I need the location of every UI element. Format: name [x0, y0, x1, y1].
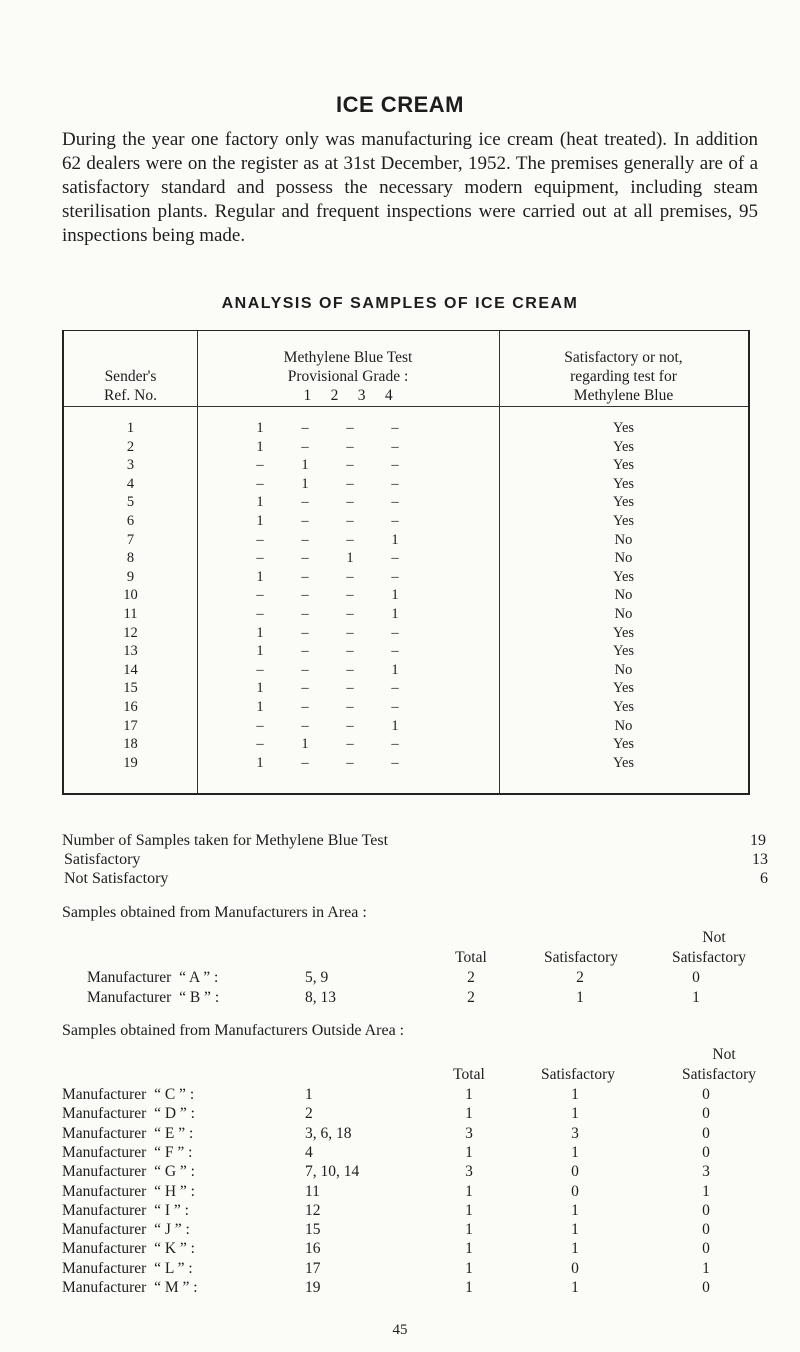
cell-grade-1: 1	[256, 494, 264, 511]
cell-grade-4: –	[391, 680, 399, 697]
not-satisfactory-count: 0	[702, 1201, 710, 1219]
in-area-heading: Samples obtained from Manufacturers in Area :	[62, 904, 367, 921]
cell-grade-1: –	[256, 457, 264, 474]
in-area-col-not: Not	[702, 929, 726, 946]
cell-ref: 13	[123, 643, 138, 660]
not-satisfactory-count: 1	[702, 1182, 710, 1200]
cell-result: No	[614, 587, 633, 604]
cell-grade-2: –	[301, 568, 309, 585]
summary-row	[64, 850, 768, 870]
cell-grade-4: –	[391, 643, 399, 660]
sample-refs: 5, 9	[305, 969, 329, 986]
cell-result: Yes	[612, 475, 635, 492]
cell-result: No	[614, 550, 633, 567]
cell-grade-3: –	[346, 680, 354, 697]
not-satisfactory-count: 0	[702, 1240, 710, 1258]
manufacturer-row	[62, 1219, 782, 1240]
cell-grade-2: 1	[301, 736, 309, 753]
manufacturer-row	[62, 1123, 782, 1144]
cell-result: Yes	[612, 420, 635, 436]
cell-grade-3: –	[346, 438, 354, 455]
not-satisfactory-count: 1	[692, 989, 700, 1006]
cell-grade-3: –	[346, 736, 354, 753]
cell-grade-3: –	[346, 699, 354, 715]
cell-grade-1: –	[256, 475, 264, 492]
cell-grade-1: –	[256, 717, 264, 734]
not-satisfactory-count: 1	[702, 1259, 710, 1277]
header-line: Satisfactory or not,	[564, 349, 683, 366]
cell-grade-2: –	[301, 643, 309, 660]
table-row	[64, 641, 748, 661]
manufacturer-name: Manufacturer “ D ” :	[62, 1105, 195, 1123]
satisfactory-count: 3	[571, 1124, 579, 1142]
sample-refs: 16	[305, 1240, 321, 1258]
not-satisfactory-count: 0	[702, 1279, 710, 1296]
cell-ref: 4	[126, 475, 135, 492]
not-satisfactory-count: 0	[702, 1105, 710, 1123]
cell-result: No	[614, 717, 633, 734]
cell-grade-1: 1	[256, 643, 264, 660]
cell-grade-4: –	[391, 420, 399, 436]
cell-grade-3: –	[346, 606, 354, 622]
header-line: regarding test for	[570, 368, 677, 385]
cell-ref: 7	[126, 531, 135, 548]
cell-ref: 3	[126, 457, 135, 474]
cell-grade-4: 1	[391, 587, 399, 604]
satisfactory-count: 0	[571, 1163, 579, 1181]
cell-grade-3: –	[346, 643, 354, 660]
outside-area-col-sat: Satisfactory	[540, 1066, 616, 1083]
cell-result: Yes	[612, 438, 635, 455]
table-row	[64, 548, 748, 568]
manufacturer-row	[62, 987, 782, 1008]
cell-ref: 6	[126, 513, 135, 529]
table-row	[64, 623, 748, 643]
cell-grade-3: –	[346, 661, 354, 678]
cell-grade-1: 1	[256, 438, 264, 455]
satisfactory-count: 1	[571, 1201, 579, 1219]
sample-refs: 12	[305, 1201, 321, 1219]
cell-ref: 9	[126, 568, 135, 585]
table-row	[64, 418, 748, 438]
samples-table	[62, 330, 750, 795]
cell-grade-2: 1	[301, 475, 309, 492]
cell-grade-1: –	[256, 661, 264, 678]
satisfactory-count: 1	[571, 1240, 579, 1258]
cell-result: Yes	[612, 457, 635, 474]
cell-ref: 17	[123, 717, 138, 734]
cell-grade-2: –	[301, 661, 309, 678]
cell-grade-2: –	[301, 754, 309, 771]
manufacturer-name: Manufacturer “ I ” :	[62, 1201, 189, 1219]
cell-ref: 8	[126, 550, 135, 567]
total-count: 1	[465, 1279, 473, 1296]
cell-grade-1: 1	[256, 754, 264, 771]
cell-grade-3: –	[346, 754, 354, 771]
cell-result: Yes	[612, 699, 635, 715]
total-count: 3	[465, 1124, 473, 1142]
cell-grade-4: 1	[391, 531, 399, 548]
header-line: Methylene Blue Test	[283, 349, 413, 366]
cell-grade-3: –	[346, 717, 354, 734]
table-row	[64, 530, 748, 550]
table-row	[64, 455, 748, 475]
table-row	[64, 511, 748, 531]
table-row	[64, 716, 748, 736]
cell-grade-2: –	[301, 438, 309, 455]
header-line: Provisional Grade :	[287, 368, 409, 385]
cell-grade-1: 1	[256, 513, 264, 529]
intro-paragraph	[62, 128, 758, 248]
not-satisfactory-count: 0	[702, 1221, 710, 1239]
total-count: 1	[465, 1259, 473, 1277]
sample-refs: 1	[305, 1086, 313, 1103]
total-count: 1	[465, 1143, 473, 1161]
page-number: 45	[392, 1322, 408, 1338]
satisfactory-count: 1	[571, 1221, 579, 1239]
cell-grade-3: –	[346, 494, 354, 511]
sample-refs: 15	[305, 1221, 321, 1239]
summary-label: Satisfactory	[64, 851, 141, 868]
manufacturer-name: Manufacturer “ B ” :	[87, 989, 220, 1006]
cell-result: Yes	[612, 643, 635, 660]
summary-row	[64, 869, 768, 889]
cell-grade-4: 1	[391, 661, 399, 678]
manufacturer-row	[62, 1258, 782, 1279]
cell-grade-3: –	[346, 475, 354, 492]
summary-value: 19	[750, 832, 766, 849]
manufacturer-row	[62, 1277, 782, 1298]
table-row	[64, 697, 748, 717]
cell-grade-4: –	[391, 475, 399, 492]
cell-grade-2: –	[301, 699, 309, 715]
cell-result: Yes	[612, 736, 635, 753]
satisfactory-count: 1	[571, 1086, 579, 1103]
total-count: 3	[465, 1163, 473, 1181]
total-count: 1	[465, 1240, 473, 1258]
manufacturer-name: Manufacturer “ M ” :	[62, 1279, 198, 1296]
manufacturer-name: Manufacturer “ F ” :	[62, 1143, 193, 1161]
cell-grade-3: –	[346, 568, 354, 585]
intro-text: During the year one factory only was manufacturing ice cream (heat treated). In addition 62 dealers were on the register as at 31st December, 1952. The premises generally are of a satisfactory standard and possess the necessary modern equipment, including steam sterilisation plants. Regular and frequent inspections were carried out at all premises, 95 inspections being made.	[62, 129, 758, 246]
cell-ref: 2	[126, 438, 135, 455]
manufacturer-name: Manufacturer “ C ” :	[62, 1086, 195, 1103]
outside-area-col-total: Total	[453, 1066, 485, 1083]
cell-grade-1: –	[256, 531, 264, 548]
sample-refs: 8, 13	[305, 989, 336, 1006]
cell-grade-4: –	[391, 754, 399, 771]
cell-grade-2: –	[301, 680, 309, 697]
total-count: 1	[465, 1201, 473, 1219]
outside-area-col-not2: Satisfactory	[681, 1066, 757, 1083]
total-count: 2	[467, 989, 475, 1006]
cell-grade-4: 1	[391, 717, 399, 734]
total-count: 1	[465, 1086, 473, 1103]
sample-refs: 11	[305, 1182, 320, 1200]
cell-ref: 18	[123, 736, 138, 753]
cell-grade-4: –	[391, 513, 399, 529]
cell-grade-2: 1	[301, 457, 309, 474]
cell-grade-3: 1	[346, 550, 354, 567]
satisfactory-count: 2	[576, 969, 584, 986]
satisfactory-count: 1	[571, 1279, 579, 1296]
cell-grade-1: 1	[256, 624, 264, 641]
cell-grade-4: –	[391, 438, 399, 455]
table-row	[64, 734, 748, 754]
table-row	[64, 604, 748, 624]
cell-grade-1: –	[256, 606, 264, 622]
cell-ref: 12	[123, 624, 138, 641]
table-row	[64, 492, 748, 512]
manufacturer-row	[62, 1200, 782, 1221]
satisfactory-count: 1	[571, 1143, 579, 1161]
cell-ref: 5	[126, 494, 135, 511]
cell-grade-4: –	[391, 494, 399, 511]
cell-grade-2: –	[301, 494, 309, 511]
sample-refs: 19	[305, 1279, 321, 1296]
not-satisfactory-count: 0	[702, 1086, 710, 1103]
summary-value: 6	[760, 870, 768, 887]
manufacturer-name: Manufacturer “ K ” :	[62, 1240, 195, 1258]
table-row	[64, 660, 748, 680]
cell-ref: 16	[123, 699, 138, 715]
header-satisfactory	[499, 348, 748, 405]
cell-ref: 14	[123, 661, 138, 678]
cell-grade-2: –	[301, 606, 309, 622]
cell-grade-2: –	[301, 717, 309, 734]
not-satisfactory-count: 0	[702, 1143, 710, 1161]
table-row	[64, 753, 748, 773]
sample-refs: 7, 10, 14	[305, 1163, 360, 1181]
in-area-col-not2: Satisfactory	[671, 949, 747, 966]
manufacturer-row	[62, 1238, 782, 1259]
manufacturer-name: Manufacturer “ H ” :	[62, 1182, 195, 1200]
cell-grade-4: –	[391, 624, 399, 641]
cell-grade-2: –	[301, 624, 309, 641]
header-senders-ref	[64, 367, 197, 405]
cell-result: Yes	[612, 494, 635, 511]
manufacturer-name: Manufacturer “ L ” :	[62, 1259, 193, 1277]
summary-label: Not Satisfactory	[64, 870, 169, 887]
manufacturer-name: Manufacturer “ J ” :	[62, 1221, 190, 1239]
cell-grade-1: 1	[256, 568, 264, 585]
cell-grade-2: –	[301, 531, 309, 548]
cell-result: Yes	[612, 624, 635, 641]
cell-grade-3: –	[346, 513, 354, 529]
cell-ref: 15	[123, 680, 138, 697]
summary-label: Number of Samples taken for Methylene Blue Test	[62, 832, 389, 849]
cell-result: Yes	[612, 568, 635, 585]
manufacturer-row	[62, 1142, 782, 1163]
page-title: ICE CREAM	[336, 92, 464, 117]
outside-area-heading: Samples obtained from Manufacturers Outside Area :	[62, 1022, 405, 1039]
manufacturer-name: Manufacturer “ G ” :	[62, 1163, 195, 1181]
in-area-col-total: Total	[455, 949, 487, 966]
cell-grade-4: –	[391, 736, 399, 753]
cell-ref: 10	[123, 587, 138, 604]
manufacturer-name: Manufacturer “ E ” :	[62, 1124, 194, 1142]
header-line: Methylene Blue	[573, 387, 674, 404]
manufacturer-row	[62, 1181, 782, 1202]
header-line: Sender's	[104, 368, 157, 385]
header-methylene-blue	[197, 348, 499, 405]
cell-result: Yes	[612, 754, 635, 771]
header-line: Ref. No.	[104, 387, 157, 404]
satisfactory-count: 1	[571, 1105, 579, 1123]
cell-grade-1: 1	[256, 699, 264, 715]
in-area-col-sat: Satisfactory	[543, 949, 619, 966]
cell-grade-1: –	[256, 550, 264, 567]
sample-refs: 4	[305, 1143, 313, 1161]
total-count: 1	[465, 1105, 473, 1123]
total-count: 1	[465, 1221, 473, 1239]
cell-grade-4: –	[391, 568, 399, 585]
table-row	[64, 437, 748, 457]
satisfactory-count: 0	[571, 1259, 579, 1277]
summary-row	[62, 831, 766, 851]
cell-grade-3: –	[346, 587, 354, 604]
cell-ref: 1	[126, 420, 135, 436]
summary-value: 13	[752, 851, 768, 868]
cell-result: No	[614, 606, 633, 622]
cell-grade-3: –	[346, 457, 354, 474]
cell-ref: 11	[123, 606, 138, 622]
cell-grade-4: 1	[391, 606, 399, 622]
cell-grade-4: –	[391, 457, 399, 474]
manufacturer-row	[62, 1161, 782, 1182]
header-line: 1 2 3 4	[303, 387, 393, 404]
not-satisfactory-count: 0	[692, 969, 700, 986]
table-row	[64, 678, 748, 698]
cell-result: Yes	[612, 680, 635, 697]
manufacturer-row	[62, 967, 782, 988]
total-count: 2	[467, 969, 475, 986]
satisfactory-count: 0	[571, 1182, 579, 1200]
cell-grade-1: –	[256, 587, 264, 604]
header-divider	[64, 406, 748, 407]
cell-grade-4: –	[391, 699, 399, 715]
cell-grade-2: –	[301, 587, 309, 604]
table-row	[64, 474, 748, 494]
cell-grade-1: –	[256, 736, 264, 753]
manufacturer-row	[62, 1103, 782, 1124]
analysis-title: ANALYSIS OF SAMPLES OF ICE CREAM	[221, 295, 579, 312]
cell-grade-2: –	[301, 513, 309, 529]
sample-refs: 2	[305, 1105, 313, 1123]
cell-grade-2: –	[301, 550, 309, 567]
sample-refs: 17	[305, 1259, 321, 1277]
manufacturer-row	[62, 1084, 782, 1105]
cell-grade-3: –	[346, 420, 354, 436]
cell-grade-4: –	[391, 550, 399, 567]
cell-result: No	[614, 661, 633, 678]
satisfactory-count: 1	[576, 989, 584, 1006]
manufacturer-name: Manufacturer “ A ” :	[87, 969, 219, 986]
cell-ref: 19	[123, 754, 138, 771]
cell-grade-2: –	[301, 420, 309, 436]
sample-refs: 3, 6, 18	[305, 1124, 352, 1142]
cell-grade-3: –	[346, 624, 354, 641]
table-row	[64, 567, 748, 587]
outside-area-col-not: Not	[712, 1046, 736, 1063]
not-satisfactory-count: 3	[702, 1163, 710, 1181]
cell-grade-3: –	[346, 531, 354, 548]
cell-result: No	[614, 531, 633, 548]
total-count: 1	[465, 1182, 473, 1200]
cell-grade-1: 1	[256, 680, 264, 697]
cell-grade-1: 1	[256, 420, 264, 436]
table-row	[64, 585, 748, 605]
not-satisfactory-count: 0	[702, 1124, 710, 1142]
cell-result: Yes	[612, 513, 635, 529]
